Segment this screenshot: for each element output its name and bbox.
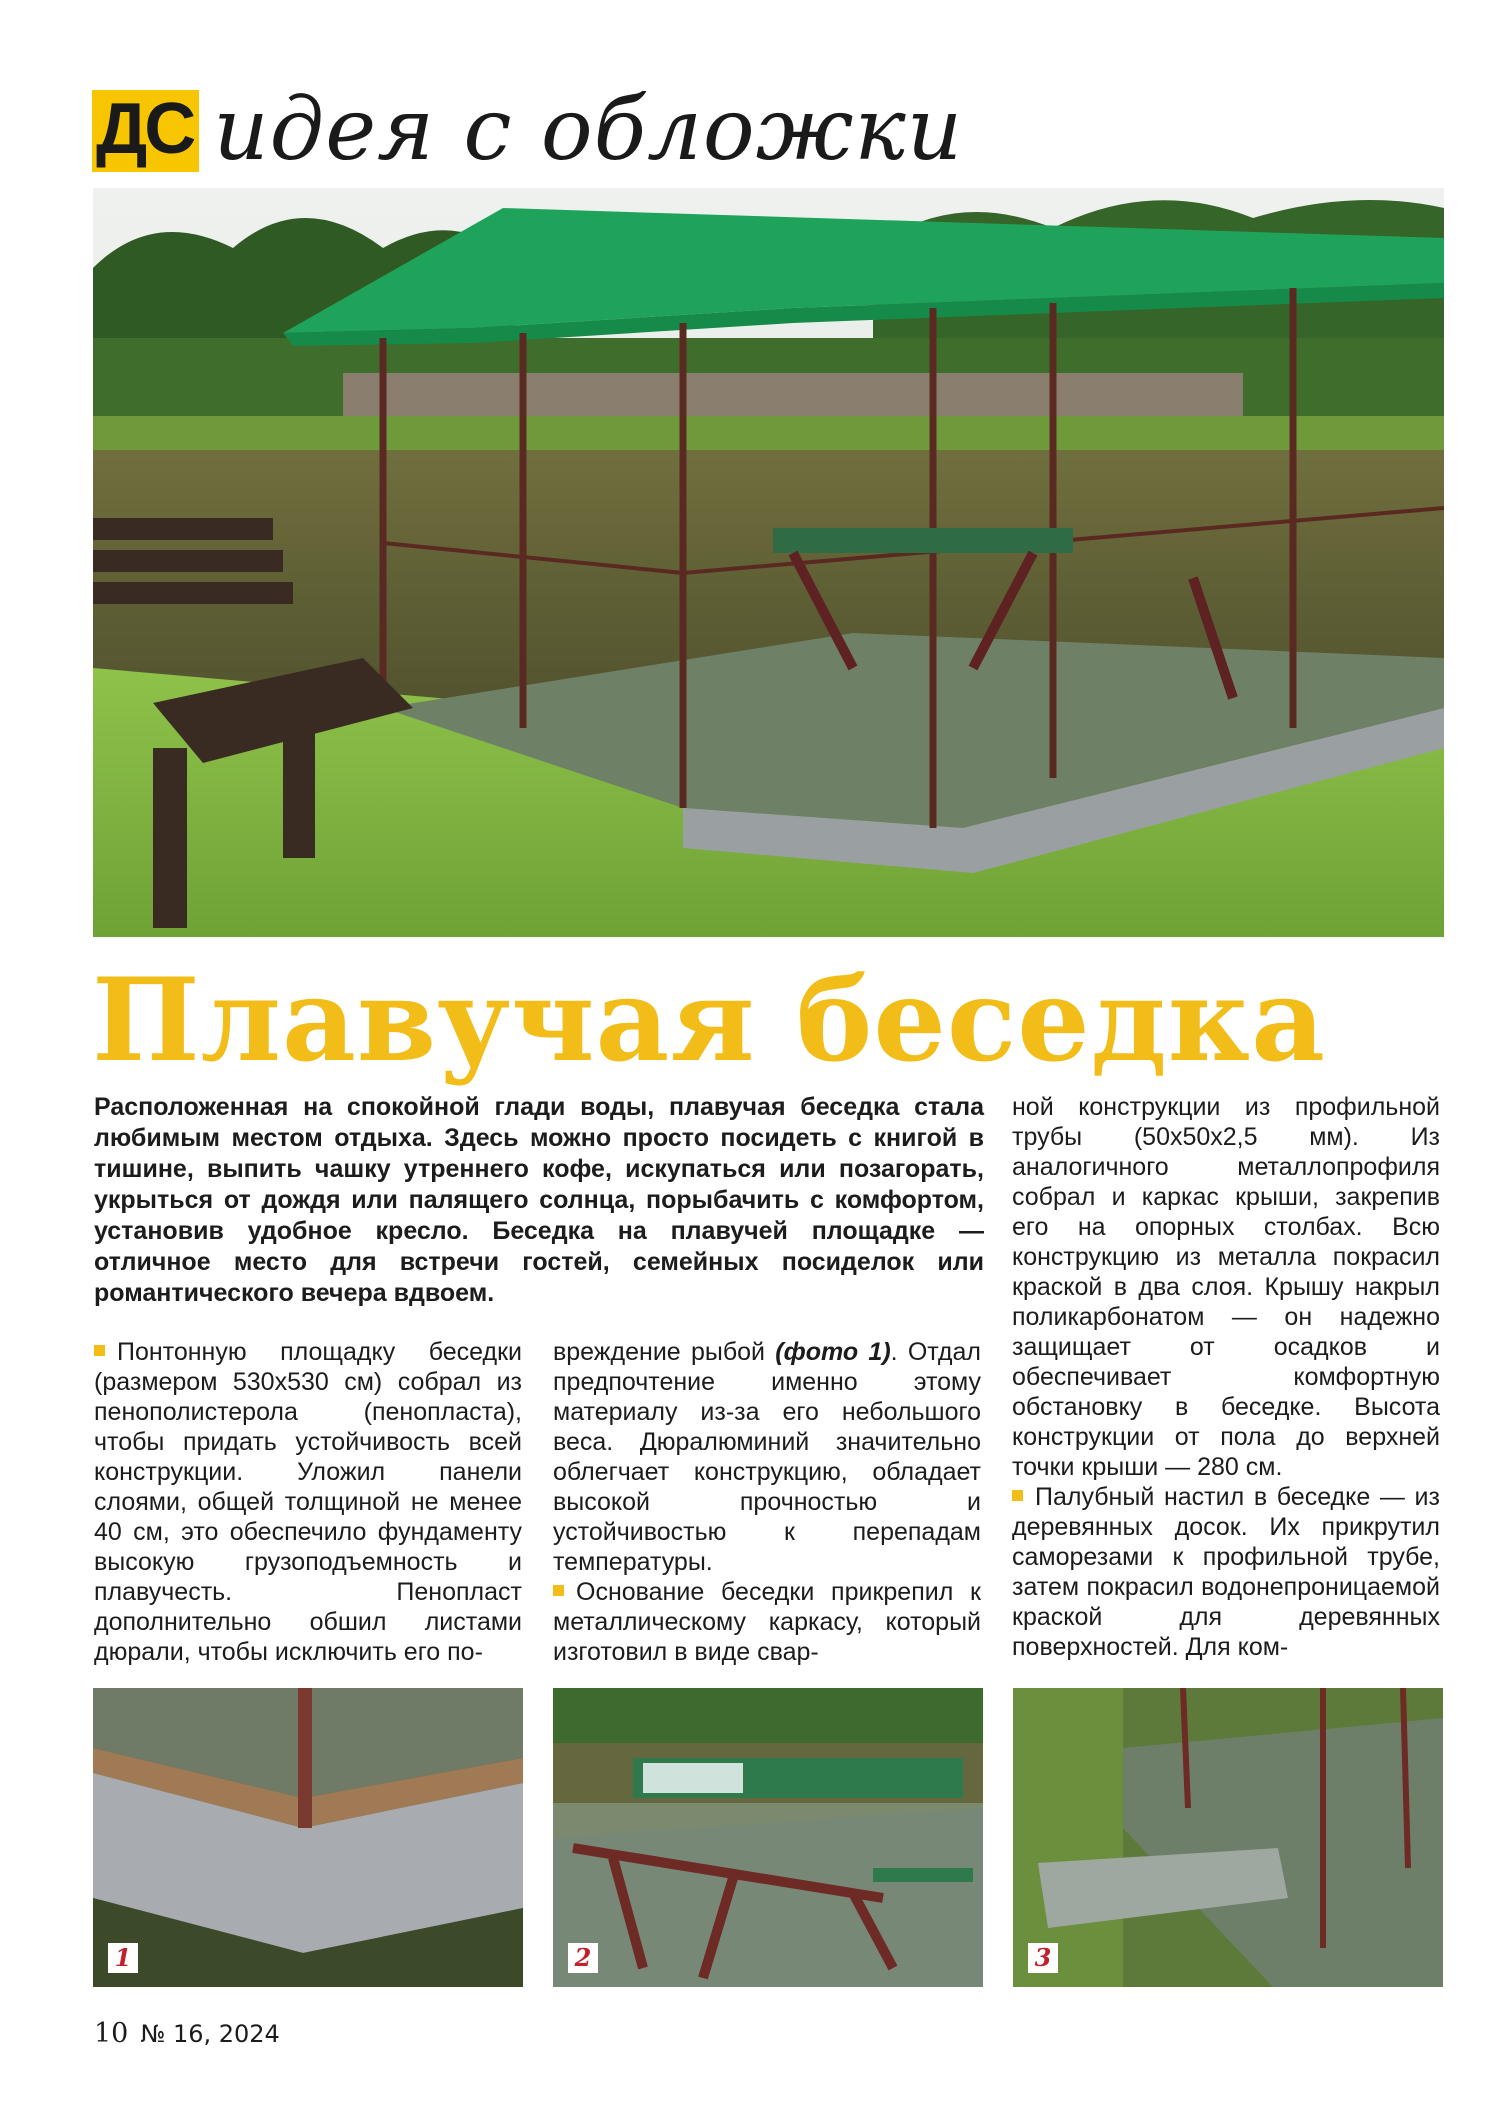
bullet-marker xyxy=(553,1585,564,1596)
photo-3 xyxy=(1013,1688,1443,1987)
text-column-1 xyxy=(94,1337,522,1667)
text-column-3 xyxy=(1012,1092,1440,1662)
photo-number: 1 xyxy=(108,1943,138,1973)
article-headline: Плавучая беседка xyxy=(92,953,1326,1087)
bullet-marker xyxy=(1012,1490,1023,1501)
col2-p2: Основание беседки прикрепил к металлическому каркасу, который изготовил в виде свар- xyxy=(553,1578,981,1666)
magazine-logo: ДС xyxy=(92,90,199,172)
photo-reference: (фото 1) xyxy=(775,1338,891,1366)
issue-info: № 16, 2024 xyxy=(140,2020,280,2048)
page-footer xyxy=(94,2018,280,2049)
text-column-2 xyxy=(553,1337,981,1667)
photo-number: 2 xyxy=(568,1943,598,1973)
rubric-title: идея с обложки xyxy=(213,80,964,180)
hero-photo xyxy=(93,188,1444,937)
col3-p2: Палубный настил в беседке — из деревянных досок. Их прикрутил саморезами к профильной трубе, затем покрасил водонепроницаемой краской для деревянных поверхностей. Для ком- xyxy=(1012,1483,1440,1661)
section-header xyxy=(92,82,963,178)
col2-p1-start: вреждение рыбой xyxy=(553,1338,766,1366)
lead-paragraph: Расположенная на спокойной глади воды, плавучая беседка стала любимым местом отдыха. Здесь можно просто посидеть с книгой в тишине, выпить чашку утреннего кофе, искупаться или позагорать, укрыться от дождя или палящего солнца, порыбачить с комфортом, установив удобное кресло. Беседка на плавучей площадке — отличное место для встречи гостей, семейных посиделок или романтического вечера вдвоем. xyxy=(94,1093,984,1307)
col3-p1: ной конструкции из профильной трубы (50х50х2,5 мм). Из аналогичного металлопрофиля собрал и каркас крыши, закрепив его на опорных столбах. Всю конструкцию из металла покрасил краской в два слоя. Крышу накрыл поликарбонатом — он надежно защищает от осадков и обеспечивает комфортную обстановку в беседке. Высота конструкции от пола до верхней точки крыши — 280 см. xyxy=(1012,1093,1440,1481)
photo-1 xyxy=(93,1688,523,1987)
page-number: 10 xyxy=(94,2018,129,2049)
bullet-marker xyxy=(94,1345,105,1356)
photo-number: 3 xyxy=(1028,1943,1058,1973)
col2-p1-end: . Отдал предпочтение именно этому материалу из-за его небольшого веса. Дюралюминий значительно облегчает конструкцию, обладает высокой прочностью и устойчивостью к перепадам температуры. xyxy=(553,1338,981,1576)
photo-2 xyxy=(553,1688,983,1987)
col1-text: Понтонную площадку беседки (размером 530х530 см) собрал из пенополистерола (пенопласта), чтобы придать устойчивость всей конструкции. Уложил панели слоями, общей толщиной не менее 40 см, это обеспечило фундаменту высокую грузоподъемность и плавучесть. Пенопласт дополнительно обшил листами дюрали, чтобы исключить его по- xyxy=(94,1338,522,1666)
